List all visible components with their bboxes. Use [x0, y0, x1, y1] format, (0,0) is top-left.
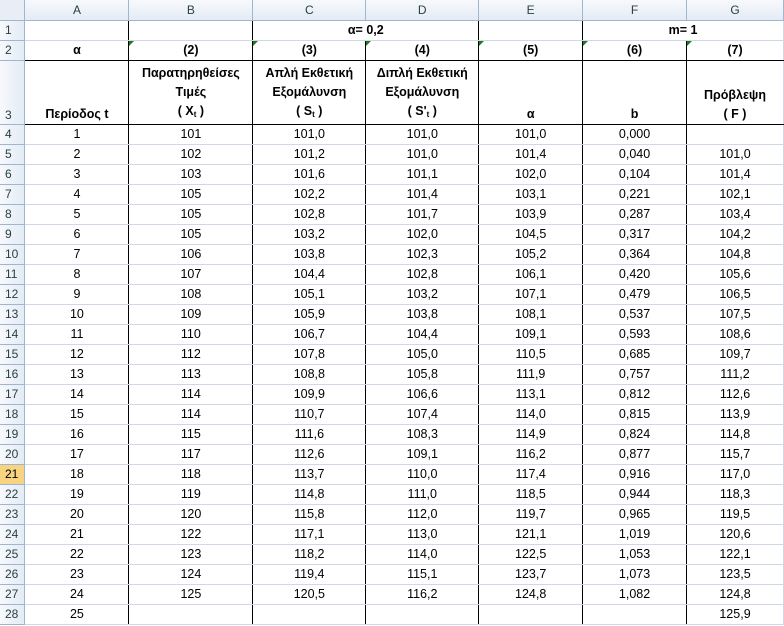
- cell-g24[interactable]: 120,6: [687, 524, 784, 544]
- cell-b16[interactable]: 113: [129, 364, 253, 384]
- cell-c12[interactable]: 105,1: [253, 284, 366, 304]
- observed-heading-symbol: ( $X_t$ ): [177, 103, 205, 119]
- row-header-7[interactable]: 7: [0, 184, 25, 204]
- cell-e24[interactable]: 121,1: [479, 524, 583, 544]
- column-header-row: [0, 0, 784, 20]
- column-header-f[interactable]: F: [583, 0, 687, 20]
- observed-heading-line2: Τιμές: [175, 84, 207, 99]
- cell-c8[interactable]: 102,8: [253, 204, 366, 224]
- sheet-row-20: [0, 444, 784, 464]
- cell-g6[interactable]: 101,4: [687, 164, 784, 184]
- cell-f15[interactable]: 0,685: [583, 344, 687, 364]
- cell-b22[interactable]: 119: [129, 484, 253, 504]
- sheet-row-2: [0, 40, 784, 60]
- sheet-row-22: [0, 484, 784, 504]
- cell-f10[interactable]: 0,364: [583, 244, 687, 264]
- cell-f11[interactable]: 0,420: [583, 264, 687, 284]
- cell-g3[interactable]: [687, 60, 784, 124]
- alpha-heading: α: [526, 106, 535, 121]
- row-header-22[interactable]: 22: [0, 484, 25, 504]
- cell-a17[interactable]: 14: [25, 384, 129, 404]
- cell-a8[interactable]: 5: [25, 204, 129, 224]
- row-header-27[interactable]: 27: [0, 584, 25, 604]
- cell-c26[interactable]: 119,4: [253, 564, 366, 584]
- cell-f6[interactable]: 0,104: [583, 164, 687, 184]
- cell-b15[interactable]: 112: [129, 344, 253, 364]
- cell-a13[interactable]: 10: [25, 304, 129, 324]
- cell-a19[interactable]: 16: [25, 424, 129, 444]
- cell-f5[interactable]: 0,040: [583, 144, 687, 164]
- column-header-e[interactable]: E: [479, 0, 583, 20]
- cell-f24[interactable]: 1,019: [583, 524, 687, 544]
- cell-g13[interactable]: 107,5: [687, 304, 784, 324]
- cell-d23[interactable]: 112,0: [366, 504, 479, 524]
- cell-b4[interactable]: 101: [129, 124, 253, 144]
- period-heading: Περίοδος t: [45, 106, 109, 121]
- sheet-row-6: [0, 164, 784, 184]
- sheet-row-26: [0, 564, 784, 584]
- cell-e1[interactable]: [479, 20, 583, 40]
- cell-a1[interactable]: [25, 20, 129, 40]
- column-header-c[interactable]: C: [253, 0, 366, 20]
- sheet-row-19: [0, 424, 784, 444]
- cell-g8[interactable]: 103,4: [687, 204, 784, 224]
- cell-g15[interactable]: 109,7: [687, 344, 784, 364]
- cell-e23[interactable]: 119,7: [479, 504, 583, 524]
- cell-d9[interactable]: 102,0: [366, 224, 479, 244]
- cell-b23[interactable]: 120: [129, 504, 253, 524]
- cell-c7[interactable]: 102,2: [253, 184, 366, 204]
- cell-b10[interactable]: 106: [129, 244, 253, 264]
- cell-b7[interactable]: 105: [129, 184, 253, 204]
- double-smoothing-heading-line1: Διπλή Εκθετική: [376, 65, 468, 80]
- cell-e9[interactable]: 104,5: [479, 224, 583, 244]
- cell-b1[interactable]: [129, 20, 253, 40]
- cell-g18[interactable]: 113,9: [687, 404, 784, 424]
- cell-c1-alpha-parameter[interactable]: α= 0,2: [253, 20, 479, 40]
- cell-c17[interactable]: 109,9: [253, 384, 366, 404]
- cell-e5[interactable]: 101,4: [479, 144, 583, 164]
- cell-c9[interactable]: 103,2: [253, 224, 366, 244]
- cell-a16[interactable]: 13: [25, 364, 129, 384]
- cell-b19[interactable]: 115: [129, 424, 253, 444]
- cell-a18[interactable]: 15: [25, 404, 129, 424]
- cell-d15[interactable]: 105,0: [366, 344, 479, 364]
- cell-e16[interactable]: 111,9: [479, 364, 583, 384]
- cell-g26[interactable]: 123,5: [687, 564, 784, 584]
- cell-b12[interactable]: 108: [129, 284, 253, 304]
- cell-b14[interactable]: 110: [129, 324, 253, 344]
- cell-d7[interactable]: 101,4: [366, 184, 479, 204]
- cell-a14[interactable]: 11: [25, 324, 129, 344]
- row-header-1[interactable]: 1: [0, 20, 25, 40]
- cell-b17[interactable]: 114: [129, 384, 253, 404]
- cell-g4[interactable]: [687, 124, 784, 144]
- cell-f4[interactable]: 0,000: [583, 124, 687, 144]
- cell-f28[interactable]: [583, 604, 687, 624]
- cell-g16[interactable]: 111,2: [687, 364, 784, 384]
- forecast-heading-line2: ( F ): [723, 106, 747, 121]
- cell-c4[interactable]: 101,0: [253, 124, 366, 144]
- single-smoothing-heading-line2: Εξομάλυνση: [272, 84, 347, 99]
- cell-g12[interactable]: 106,5: [687, 284, 784, 304]
- sheet-row-13: [0, 304, 784, 324]
- cell-f14[interactable]: 0,593: [583, 324, 687, 344]
- cell-g22[interactable]: 118,3: [687, 484, 784, 504]
- row-header-5[interactable]: 5: [0, 144, 25, 164]
- row-header-13[interactable]: 13: [0, 304, 25, 324]
- cell-a12[interactable]: 9: [25, 284, 129, 304]
- cell-d4[interactable]: 101,0: [366, 124, 479, 144]
- cell-c14[interactable]: 106,7: [253, 324, 366, 344]
- cell-d28[interactable]: [366, 604, 479, 624]
- cell-e13[interactable]: 108,1: [479, 304, 583, 324]
- column-header-b[interactable]: B: [129, 0, 253, 20]
- cell-g7[interactable]: 102,1: [687, 184, 784, 204]
- sheet-row-27: [0, 584, 784, 604]
- row-header-12[interactable]: 12: [0, 284, 25, 304]
- cell-e17[interactable]: 113,1: [479, 384, 583, 404]
- cell-e15[interactable]: 110,5: [479, 344, 583, 364]
- cell-a25[interactable]: 22: [25, 544, 129, 564]
- cell-a22[interactable]: 19: [25, 484, 129, 504]
- sheet-row-9: [0, 224, 784, 244]
- cell-a26[interactable]: 23: [25, 564, 129, 584]
- cell-a7[interactable]: 4: [25, 184, 129, 204]
- cell-e11[interactable]: 106,1: [479, 264, 583, 284]
- cell-e18[interactable]: 114,0: [479, 404, 583, 424]
- row-header-9[interactable]: 9: [0, 224, 25, 244]
- cell-f26[interactable]: 1,073: [583, 564, 687, 584]
- row-header-19[interactable]: 19: [0, 424, 25, 444]
- cell-c22[interactable]: 114,8: [253, 484, 366, 504]
- cell-g9[interactable]: 104,2: [687, 224, 784, 244]
- cell-g17[interactable]: 112,6: [687, 384, 784, 404]
- row-header-8[interactable]: 8: [0, 204, 25, 224]
- cell-a6[interactable]: 3: [25, 164, 129, 184]
- cell-f22[interactable]: 0,944: [583, 484, 687, 504]
- cell-d6[interactable]: 101,1: [366, 164, 479, 184]
- cell-d20[interactable]: 109,1: [366, 444, 479, 464]
- cell-b27[interactable]: 125: [129, 584, 253, 604]
- cell-c16[interactable]: 108,8: [253, 364, 366, 384]
- cell-a11[interactable]: 8: [25, 264, 129, 284]
- cell-d25[interactable]: 114,0: [366, 544, 479, 564]
- cell-a3[interactable]: [25, 60, 129, 124]
- sheet-row-14: [0, 324, 784, 344]
- sheet-row-16: [0, 364, 784, 384]
- column-header-g[interactable]: G: [687, 0, 784, 20]
- sheet-row-28: [0, 604, 784, 624]
- cell-b3[interactable]: [129, 60, 253, 124]
- cell-e14[interactable]: 109,1: [479, 324, 583, 344]
- cell-g5[interactable]: 101,0: [687, 144, 784, 164]
- sheet-row-23: [0, 504, 784, 524]
- cell-c3[interactable]: [253, 60, 366, 124]
- cell-e8[interactable]: 103,9: [479, 204, 583, 224]
- cell-f7[interactable]: 0,221: [583, 184, 687, 204]
- row-header-24[interactable]: 24: [0, 524, 25, 544]
- column-header-d[interactable]: D: [366, 0, 479, 20]
- cell-d21[interactable]: 110,0: [366, 464, 479, 484]
- cell-e27[interactable]: 124,8: [479, 584, 583, 604]
- cell-e3[interactable]: [479, 60, 583, 124]
- sheet-row-3: [0, 60, 784, 124]
- cell-f1-m-parameter[interactable]: m= 1: [583, 20, 784, 40]
- sheet-row-12: [0, 284, 784, 304]
- cell-c23[interactable]: 115,8: [253, 504, 366, 524]
- sheet-row-11: [0, 264, 784, 284]
- cell-d10[interactable]: 102,3: [366, 244, 479, 264]
- row-header-28[interactable]: 28: [0, 604, 25, 624]
- cell-e7[interactable]: 103,1: [479, 184, 583, 204]
- double-smoothing-heading-symbol: ( $S'_t$ ): [407, 103, 437, 119]
- select-all-corner[interactable]: [0, 0, 25, 20]
- cell-g10[interactable]: 104,8: [687, 244, 784, 264]
- cell-b25[interactable]: 123: [129, 544, 253, 564]
- cell-b18[interactable]: 114: [129, 404, 253, 424]
- cell-d18[interactable]: 107,4: [366, 404, 479, 424]
- row-header-18[interactable]: 18: [0, 404, 25, 424]
- cell-b6[interactable]: 103: [129, 164, 253, 184]
- cell-a24[interactable]: 21: [25, 524, 129, 544]
- cell-f27[interactable]: 1,082: [583, 584, 687, 604]
- cell-d11[interactable]: 102,8: [366, 264, 479, 284]
- cell-c2[interactable]: (3): [253, 40, 366, 60]
- sheet-row-8: [0, 204, 784, 224]
- cell-d14[interactable]: 104,4: [366, 324, 479, 344]
- cell-g14[interactable]: 108,6: [687, 324, 784, 344]
- cell-c15[interactable]: 107,8: [253, 344, 366, 364]
- forecast-heading-line1: Πρόβλεψη: [704, 87, 766, 102]
- cell-g2[interactable]: (7): [687, 40, 784, 60]
- cell-a27[interactable]: 24: [25, 584, 129, 604]
- cell-g19[interactable]: 114,8: [687, 424, 784, 444]
- row-header-20[interactable]: 20: [0, 444, 25, 464]
- sheet-row-24: [0, 524, 784, 544]
- cell-a23[interactable]: 20: [25, 504, 129, 524]
- cell-c21[interactable]: 113,7: [253, 464, 366, 484]
- row-header-15[interactable]: 15: [0, 344, 25, 364]
- b-heading: b: [630, 106, 639, 121]
- column-header-a[interactable]: A: [25, 0, 129, 20]
- cell-e22[interactable]: 118,5: [479, 484, 583, 504]
- cell-g27[interactable]: 124,8: [687, 584, 784, 604]
- row-header-14[interactable]: 14: [0, 324, 25, 344]
- cell-e21[interactable]: 117,4: [479, 464, 583, 484]
- cell-a5[interactable]: 2: [25, 144, 129, 164]
- cell-f20[interactable]: 0,877: [583, 444, 687, 464]
- cell-d12[interactable]: 103,2: [366, 284, 479, 304]
- cell-d8[interactable]: 101,7: [366, 204, 479, 224]
- cell-f17[interactable]: 0,812: [583, 384, 687, 404]
- cell-f19[interactable]: 0,824: [583, 424, 687, 444]
- cell-c10[interactable]: 103,8: [253, 244, 366, 264]
- cell-b8[interactable]: 105: [129, 204, 253, 224]
- cell-b20[interactable]: 117: [129, 444, 253, 464]
- cell-f25[interactable]: 1,053: [583, 544, 687, 564]
- sheet-row-17: [0, 384, 784, 404]
- cell-a9[interactable]: 6: [25, 224, 129, 244]
- cell-a28[interactable]: 25: [25, 604, 129, 624]
- sheet-row-5: [0, 144, 784, 164]
- cell-c27[interactable]: 120,5: [253, 584, 366, 604]
- cell-f16[interactable]: 0,757: [583, 364, 687, 384]
- cell-f8[interactable]: 0,287: [583, 204, 687, 224]
- sheet-row-7: [0, 184, 784, 204]
- cell-d22[interactable]: 111,0: [366, 484, 479, 504]
- row-header-10[interactable]: 10: [0, 244, 25, 264]
- cell-e10[interactable]: 105,2: [479, 244, 583, 264]
- cell-e20[interactable]: 116,2: [479, 444, 583, 464]
- cell-b26[interactable]: 124: [129, 564, 253, 584]
- cell-d26[interactable]: 115,1: [366, 564, 479, 584]
- cell-e12[interactable]: 107,1: [479, 284, 583, 304]
- cell-a4[interactable]: 1: [25, 124, 129, 144]
- cell-b24[interactable]: 122: [129, 524, 253, 544]
- cell-a10[interactable]: 7: [25, 244, 129, 264]
- cell-f23[interactable]: 0,965: [583, 504, 687, 524]
- cell-c6[interactable]: 101,6: [253, 164, 366, 184]
- cell-f12[interactable]: 0,479: [583, 284, 687, 304]
- cell-f3[interactable]: [583, 60, 687, 124]
- cell-c5[interactable]: 101,2: [253, 144, 366, 164]
- sheet-row-25: [0, 544, 784, 564]
- cell-g20[interactable]: 115,7: [687, 444, 784, 464]
- cell-e19[interactable]: 114,9: [479, 424, 583, 444]
- sheet-row-4: [0, 124, 784, 144]
- cell-b5[interactable]: 102: [129, 144, 253, 164]
- row-header-4[interactable]: 4: [0, 124, 25, 144]
- cell-d19[interactable]: 108,3: [366, 424, 479, 444]
- cell-b9[interactable]: 105: [129, 224, 253, 244]
- cell-a20[interactable]: 17: [25, 444, 129, 464]
- cell-a21[interactable]: 18: [25, 464, 129, 484]
- cell-e2[interactable]: (5): [479, 40, 583, 60]
- sheet-row-10: [0, 244, 784, 264]
- cell-e28[interactable]: [479, 604, 583, 624]
- cell-c18[interactable]: 110,7: [253, 404, 366, 424]
- row-header-23[interactable]: 23: [0, 504, 25, 524]
- row-header-16[interactable]: 16: [0, 364, 25, 384]
- sheet-row-21: [0, 464, 784, 484]
- single-smoothing-heading-line1: Απλή Εκθετική: [265, 65, 354, 80]
- row-header-3[interactable]: 3: [0, 60, 25, 124]
- row-header-21[interactable]: 21: [0, 464, 25, 484]
- cell-a2[interactable]: α: [25, 40, 129, 60]
- row-header-6[interactable]: 6: [0, 164, 25, 184]
- sheet-row-1: [0, 20, 784, 40]
- cell-d16[interactable]: 105,8: [366, 364, 479, 384]
- row-header-17[interactable]: 17: [0, 384, 25, 404]
- cell-d24[interactable]: 113,0: [366, 524, 479, 544]
- cell-d2[interactable]: (4): [366, 40, 479, 60]
- cell-e4[interactable]: 101,0: [479, 124, 583, 144]
- cell-c19[interactable]: 111,6: [253, 424, 366, 444]
- cell-d13[interactable]: 103,8: [366, 304, 479, 324]
- row-header-11[interactable]: 11: [0, 264, 25, 284]
- cell-d3[interactable]: [366, 60, 479, 124]
- sheet-row-18: [0, 404, 784, 424]
- cell-f13[interactable]: 0,537: [583, 304, 687, 324]
- sheet-row-15: [0, 344, 784, 364]
- cell-g21[interactable]: 117,0: [687, 464, 784, 484]
- cell-c28[interactable]: [253, 604, 366, 624]
- cell-b21[interactable]: 118: [129, 464, 253, 484]
- cell-c20[interactable]: 112,6: [253, 444, 366, 464]
- row-header-2[interactable]: 2: [0, 40, 25, 60]
- cell-f21[interactable]: 0,916: [583, 464, 687, 484]
- row-header-26[interactable]: 26: [0, 564, 25, 584]
- single-smoothing-heading-symbol: ( $S_t$ ): [296, 103, 323, 119]
- cell-f9[interactable]: 0,317: [583, 224, 687, 244]
- cell-b11[interactable]: 107: [129, 264, 253, 284]
- cell-f2[interactable]: (6): [583, 40, 687, 60]
- cell-e6[interactable]: 102,0: [479, 164, 583, 184]
- cell-b28[interactable]: [129, 604, 253, 624]
- observed-heading-line1: Παρατηρηθείσες: [141, 65, 240, 80]
- cell-g28[interactable]: 125,9: [687, 604, 784, 624]
- cell-c11[interactable]: 104,4: [253, 264, 366, 284]
- cell-g25[interactable]: 122,1: [687, 544, 784, 564]
- double-smoothing-heading-line2: Εξομάλυνση: [385, 84, 460, 99]
- cell-f18[interactable]: 0,815: [583, 404, 687, 424]
- cell-b2[interactable]: (2): [129, 40, 253, 60]
- cell-g11[interactable]: 105,6: [687, 264, 784, 284]
- cell-d17[interactable]: 106,6: [366, 384, 479, 404]
- cell-c13[interactable]: 105,9: [253, 304, 366, 324]
- cell-d5[interactable]: 101,0: [366, 144, 479, 164]
- cell-d27[interactable]: 116,2: [366, 584, 479, 604]
- row-header-25[interactable]: 25: [0, 544, 25, 564]
- cell-a15[interactable]: 12: [25, 344, 129, 364]
- cell-c25[interactable]: 118,2: [253, 544, 366, 564]
- cell-e25[interactable]: 122,5: [479, 544, 583, 564]
- cell-g23[interactable]: 119,5: [687, 504, 784, 524]
- cell-b13[interactable]: 109: [129, 304, 253, 324]
- cell-c24[interactable]: 117,1: [253, 524, 366, 544]
- cell-e26[interactable]: 123,7: [479, 564, 583, 584]
